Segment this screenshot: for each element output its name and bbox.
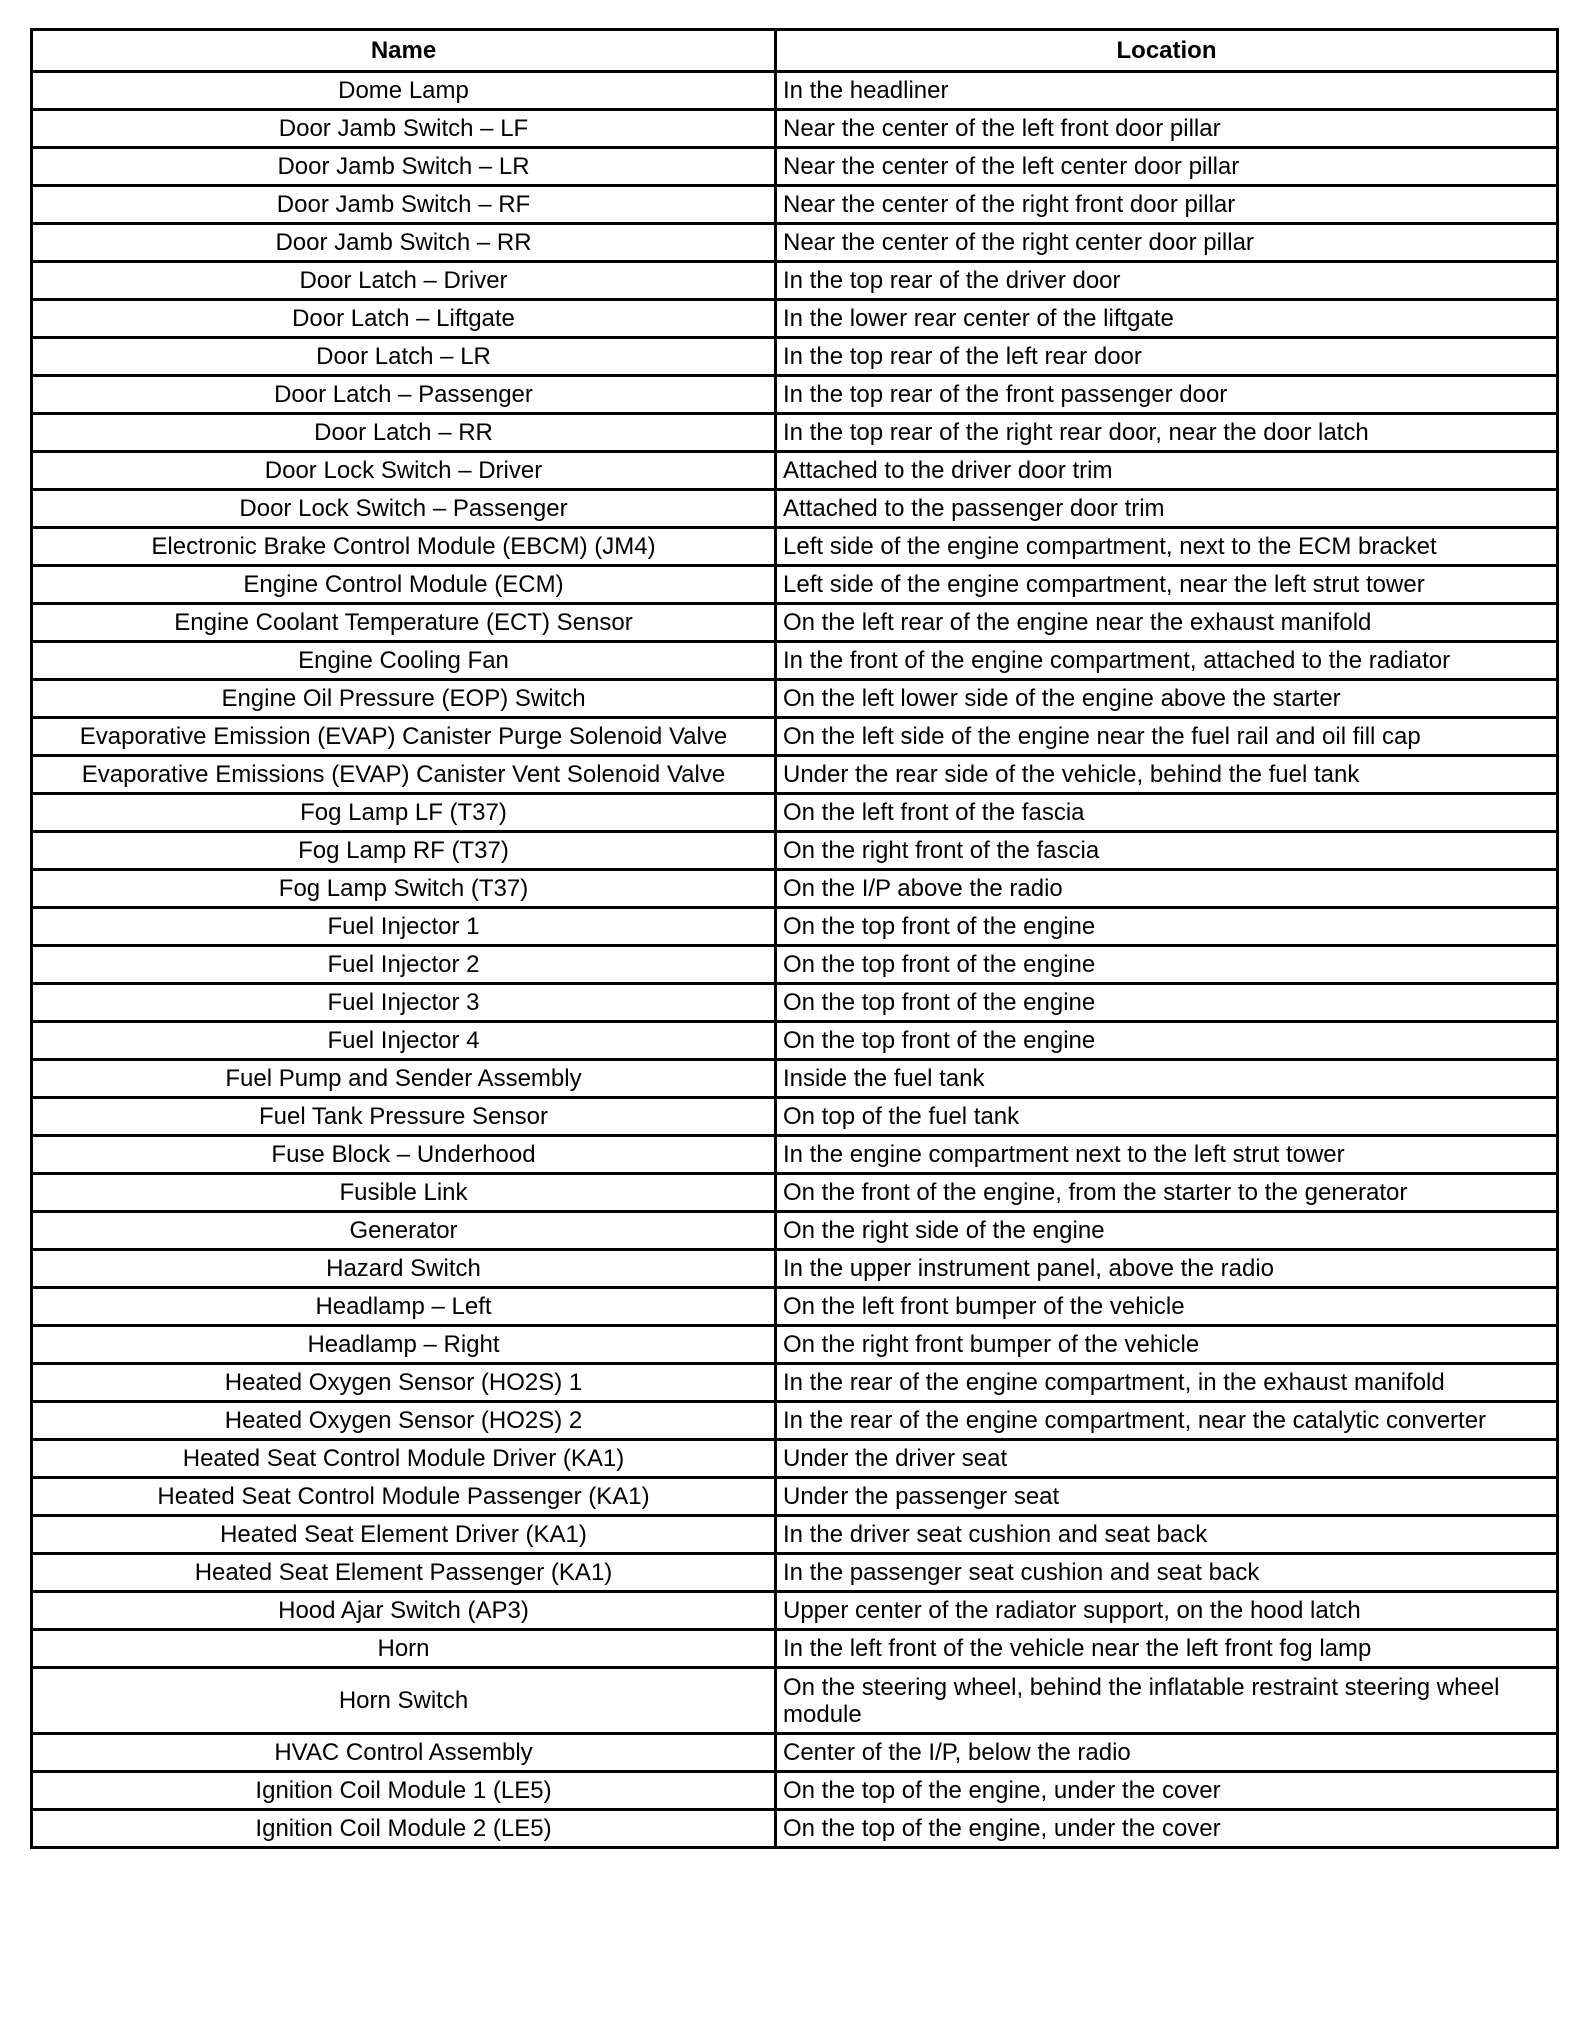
table-row xyxy=(32,1022,1558,1060)
component-location-cell: Near the center of the right center door pillar xyxy=(776,224,1558,262)
component-location-cell: Inside the fuel tank xyxy=(776,1060,1558,1098)
component-location-cell: Under the rear side of the vehicle, behind the fuel tank xyxy=(776,756,1558,794)
component-location-cell: On the top front of the engine xyxy=(776,946,1558,984)
table-row xyxy=(32,680,1558,718)
component-location-cell: In the top rear of the left rear door xyxy=(776,338,1558,376)
table-row xyxy=(32,414,1558,452)
table-row xyxy=(32,946,1558,984)
component-location-cell: In the rear of the engine compartment, in the exhaust manifold xyxy=(776,1364,1558,1402)
table-row xyxy=(32,718,1558,756)
component-name-cell: Evaporative Emission (EVAP) Canister Purge Solenoid Valve xyxy=(32,718,776,756)
table-row xyxy=(32,338,1558,376)
component-location-cell: On the right front of the fascia xyxy=(776,832,1558,870)
table-row xyxy=(32,1288,1558,1326)
table-row xyxy=(32,148,1558,186)
component-name-cell: Fusible Link xyxy=(32,1174,776,1212)
component-name-cell: Ignition Coil Module 1 (LE5) xyxy=(32,1772,776,1810)
table-row xyxy=(32,1136,1558,1174)
component-name-cell: Door Latch – Driver xyxy=(32,262,776,300)
component-location-cell: Near the center of the left front door pillar xyxy=(776,110,1558,148)
component-location-cell: On the top of the engine, under the cover xyxy=(776,1772,1558,1810)
table-row xyxy=(32,376,1558,414)
component-location-table xyxy=(30,28,1559,1849)
component-location-cell: Attached to the passenger door trim xyxy=(776,490,1558,528)
component-location-cell: On the steering wheel, behind the inflatable restraint steering wheel module xyxy=(776,1668,1558,1734)
table-row xyxy=(32,1364,1558,1402)
table-row xyxy=(32,300,1558,338)
component-name-cell: Heated Oxygen Sensor (HO2S) 1 xyxy=(32,1364,776,1402)
component-location-cell: In the upper instrument panel, above the radio xyxy=(776,1250,1558,1288)
component-location-cell: Left side of the engine compartment, next to the ECM bracket xyxy=(776,528,1558,566)
component-name-cell: Hazard Switch xyxy=(32,1250,776,1288)
component-location-cell: On the top front of the engine xyxy=(776,1022,1558,1060)
component-location-cell: On the left rear of the engine near the exhaust manifold xyxy=(776,604,1558,642)
component-location-cell: In the lower rear center of the liftgate xyxy=(776,300,1558,338)
component-location-cell: On the I/P above the radio xyxy=(776,870,1558,908)
component-location-cell: In the top rear of the front passenger door xyxy=(776,376,1558,414)
component-location-cell: Near the center of the left center door pillar xyxy=(776,148,1558,186)
table-row xyxy=(32,186,1558,224)
component-name-cell: Fuel Pump and Sender Assembly xyxy=(32,1060,776,1098)
component-name-cell: Heated Seat Element Driver (KA1) xyxy=(32,1516,776,1554)
component-location-cell: In the engine compartment next to the left strut tower xyxy=(776,1136,1558,1174)
component-location-cell: In the front of the engine compartment, attached to the radiator xyxy=(776,642,1558,680)
component-name-cell: Fog Lamp LF (T37) xyxy=(32,794,776,832)
component-location-cell: On top of the fuel tank xyxy=(776,1098,1558,1136)
table-row xyxy=(32,1668,1558,1734)
component-location-cell: Near the center of the right front door pillar xyxy=(776,186,1558,224)
table-row xyxy=(32,604,1558,642)
component-name-cell: Engine Oil Pressure (EOP) Switch xyxy=(32,680,776,718)
component-location-cell: In the left front of the vehicle near the left front fog lamp xyxy=(776,1630,1558,1668)
component-name-cell: Heated Seat Control Module Passenger (KA1) xyxy=(32,1478,776,1516)
component-name-cell: Fuel Injector 3 xyxy=(32,984,776,1022)
component-location-cell: In the top rear of the right rear door, near the door latch xyxy=(776,414,1558,452)
table-row xyxy=(32,832,1558,870)
table-row xyxy=(32,1478,1558,1516)
table-row xyxy=(32,490,1558,528)
component-location-cell: Under the passenger seat xyxy=(776,1478,1558,1516)
table-row xyxy=(32,1516,1558,1554)
table-row xyxy=(32,1734,1558,1772)
table-row xyxy=(32,1440,1558,1478)
component-name-cell: Ignition Coil Module 2 (LE5) xyxy=(32,1810,776,1848)
component-name-cell: Dome Lamp xyxy=(32,72,776,110)
component-name-cell: Heated Oxygen Sensor (HO2S) 2 xyxy=(32,1402,776,1440)
component-name-cell: Door Latch – RR xyxy=(32,414,776,452)
table-row xyxy=(32,642,1558,680)
component-name-cell: Generator xyxy=(32,1212,776,1250)
table-row xyxy=(32,756,1558,794)
component-location-cell: In the rear of the engine compartment, near the catalytic converter xyxy=(776,1402,1558,1440)
component-location-cell: In the headliner xyxy=(776,72,1558,110)
component-name-cell: Engine Cooling Fan xyxy=(32,642,776,680)
component-name-cell: Door Lock Switch – Passenger xyxy=(32,490,776,528)
table-row xyxy=(32,1212,1558,1250)
component-location-cell: In the passenger seat cushion and seat back xyxy=(776,1554,1558,1592)
table-body xyxy=(32,72,1558,1848)
component-name-cell: Door Jamb Switch – LF xyxy=(32,110,776,148)
component-location-cell: On the left lower side of the engine above the starter xyxy=(776,680,1558,718)
component-location-cell: On the left front of the fascia xyxy=(776,794,1558,832)
component-name-cell: Fuel Injector 4 xyxy=(32,1022,776,1060)
component-location-cell: On the top of the engine, under the cover xyxy=(776,1810,1558,1848)
component-name-cell: Horn Switch xyxy=(32,1668,776,1734)
component-location-cell: On the left front bumper of the vehicle xyxy=(776,1288,1558,1326)
component-location-cell: On the left side of the engine near the fuel rail and oil fill cap xyxy=(776,718,1558,756)
component-location-cell: On the top front of the engine xyxy=(776,908,1558,946)
component-name-cell: Door Jamb Switch – RR xyxy=(32,224,776,262)
component-name-cell: Heated Seat Control Module Driver (KA1) xyxy=(32,1440,776,1478)
component-name-cell: HVAC Control Assembly xyxy=(32,1734,776,1772)
component-location-cell: In the driver seat cushion and seat back xyxy=(776,1516,1558,1554)
component-location-cell: On the right side of the engine xyxy=(776,1212,1558,1250)
table-row xyxy=(32,1772,1558,1810)
table-row xyxy=(32,1810,1558,1848)
component-name-cell: Electronic Brake Control Module (EBCM) (JM4) xyxy=(32,528,776,566)
table-row xyxy=(32,1174,1558,1212)
component-location-cell: In the top rear of the driver door xyxy=(776,262,1558,300)
component-name-cell: Fuse Block – Underhood xyxy=(32,1136,776,1174)
table-row xyxy=(32,566,1558,604)
table-row xyxy=(32,528,1558,566)
table-row xyxy=(32,262,1558,300)
table-row xyxy=(32,452,1558,490)
table-row xyxy=(32,1250,1558,1288)
component-name-cell: Hood Ajar Switch (AP3) xyxy=(32,1592,776,1630)
component-location-cell: On the front of the engine, from the starter to the generator xyxy=(776,1174,1558,1212)
table-row xyxy=(32,1592,1558,1630)
component-name-cell: Door Latch – Passenger xyxy=(32,376,776,414)
component-name-cell: Heated Seat Element Passenger (KA1) xyxy=(32,1554,776,1592)
table-row xyxy=(32,72,1558,110)
table-row xyxy=(32,1060,1558,1098)
component-name-cell: Fuel Injector 1 xyxy=(32,908,776,946)
table-row xyxy=(32,110,1558,148)
component-name-cell: Evaporative Emissions (EVAP) Canister Vent Solenoid Valve xyxy=(32,756,776,794)
table-row xyxy=(32,984,1558,1022)
component-name-cell: Door Latch – LR xyxy=(32,338,776,376)
component-name-cell: Fog Lamp Switch (T37) xyxy=(32,870,776,908)
table-row xyxy=(32,794,1558,832)
component-name-cell: Engine Control Module (ECM) xyxy=(32,566,776,604)
component-name-cell: Headlamp – Left xyxy=(32,1288,776,1326)
component-location-cell: Attached to the driver door trim xyxy=(776,452,1558,490)
table-row xyxy=(32,1554,1558,1592)
component-name-cell: Door Lock Switch – Driver xyxy=(32,452,776,490)
component-location-cell: On the right front bumper of the vehicle xyxy=(776,1326,1558,1364)
header-name: Name xyxy=(32,30,776,72)
component-name-cell: Door Latch – Liftgate xyxy=(32,300,776,338)
table-row xyxy=(32,1098,1558,1136)
component-location-cell: Center of the I/P, below the radio xyxy=(776,1734,1558,1772)
component-name-cell: Door Jamb Switch – RF xyxy=(32,186,776,224)
header-location: Location xyxy=(776,30,1558,72)
component-location-cell: Upper center of the radiator support, on the hood latch xyxy=(776,1592,1558,1630)
table-row xyxy=(32,870,1558,908)
table-row xyxy=(32,1630,1558,1668)
table-row xyxy=(32,1402,1558,1440)
table-header-row xyxy=(32,30,1558,72)
table-row xyxy=(32,224,1558,262)
component-location-cell: On the top front of the engine xyxy=(776,984,1558,1022)
component-name-cell: Engine Coolant Temperature (ECT) Sensor xyxy=(32,604,776,642)
component-name-cell: Horn xyxy=(32,1630,776,1668)
component-location-cell: Left side of the engine compartment, near the left strut tower xyxy=(776,566,1558,604)
table-row xyxy=(32,908,1558,946)
component-location-cell: Under the driver seat xyxy=(776,1440,1558,1478)
component-name-cell: Fog Lamp RF (T37) xyxy=(32,832,776,870)
document-page xyxy=(30,28,1556,1849)
component-name-cell: Fuel Injector 2 xyxy=(32,946,776,984)
table-row xyxy=(32,1326,1558,1364)
component-name-cell: Headlamp – Right xyxy=(32,1326,776,1364)
component-name-cell: Door Jamb Switch – LR xyxy=(32,148,776,186)
component-name-cell: Fuel Tank Pressure Sensor xyxy=(32,1098,776,1136)
